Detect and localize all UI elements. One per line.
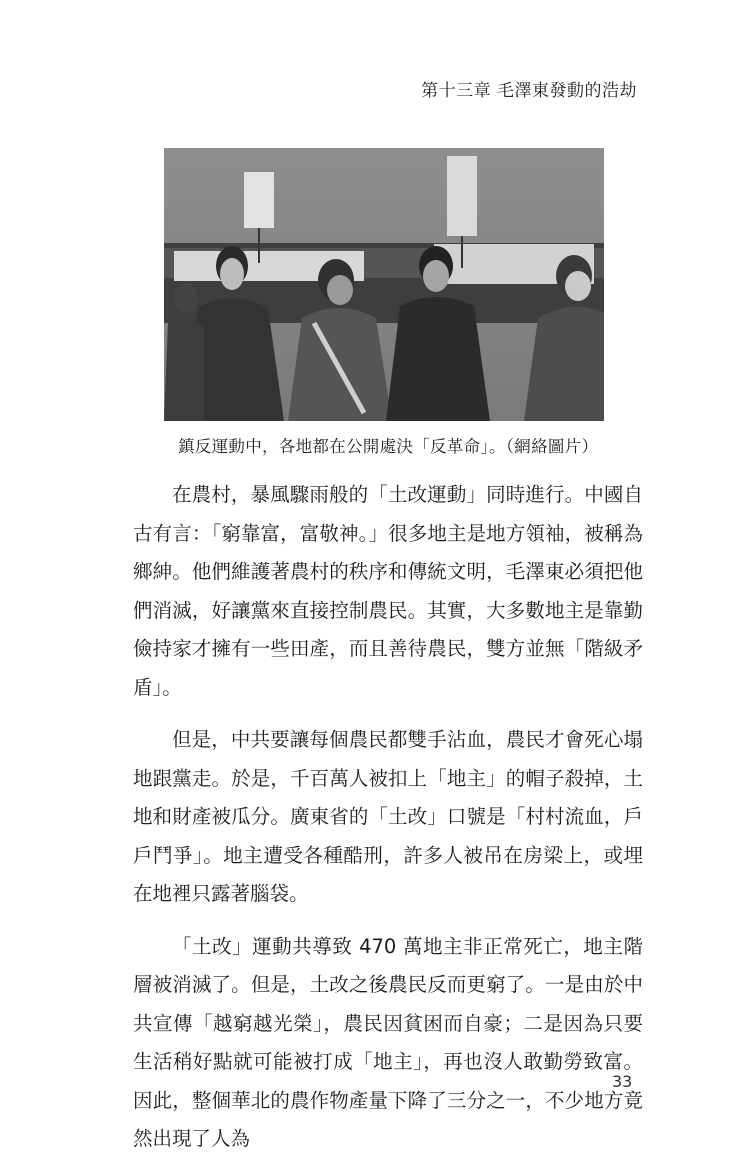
- figure-caption: 鎮反運動中，各地都在公開處決「反革命」。（網絡圖片）: [178, 437, 599, 456]
- page-number: 33: [612, 1072, 633, 1091]
- body-text: [133, 476, 643, 1173]
- paragraph-2: 但是，中共要讓每個農民都雙手沾血，農民才會死心塌地跟黨走。於是，千百萬人被扣上「地主」的帽子殺掉，土地和財產被瓜分。廣東省的「土改」口號是「村村流血，戶戶鬥爭」。地主遭受各種酷刑，許多人被吊在房梁上，或埋在地裡只露著腦袋。: [133, 728, 643, 905]
- paragraph-1: 在農村，暴風驟雨般的「土改運動」同時進行。中國自古有言：「窮靠富，富敬神。」很多地主是地方領袖，被稱為鄉紳。他們維護著農村的秩序和傳統文明，毛澤東必須把他們消滅，好讓黨來直接控制農民。其實，大多數地主是靠勤儉持家才擁有一些田產，而且善待農民，雙方並無「階級矛盾」。: [133, 483, 643, 699]
- running-head: 第十三章 毛澤東發動的浩劫: [421, 81, 637, 101]
- paragraph-3: 「土改」運動共導致 470 萬地主非正常死亡，地主階層被消滅了。但是，土改之後農民反而更窮了。一是由於中共宣傳「越窮越光榮」，農民因貧困而自豪；二是因為只要生活稍好點就可能被打成「地主」，再也沒人敢勤勞致富。因此，整個華北的農作物產量下降了三分之一，不少地方竟然出現了人為: [133, 934, 643, 1150]
- historical-photo: [164, 148, 604, 421]
